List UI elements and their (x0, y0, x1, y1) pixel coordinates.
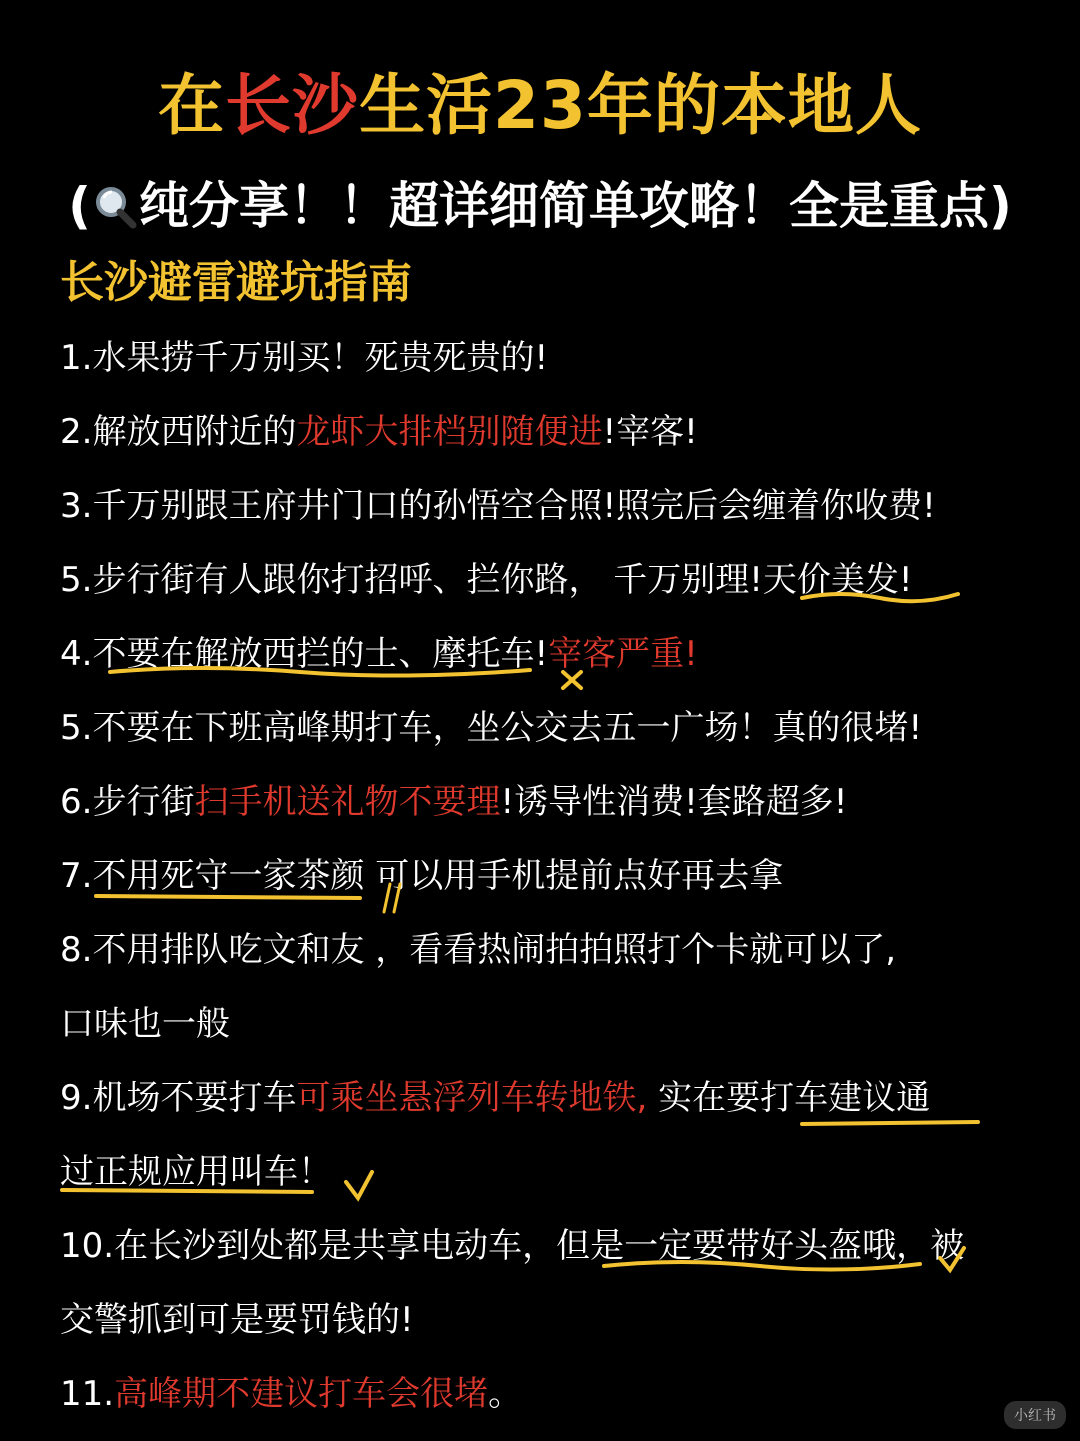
title-part-2: 长沙 (225, 67, 360, 144)
list-item (60, 774, 847, 823)
list-item-text: 交警抓到可是要罚钱的! (60, 1300, 414, 1340)
list-item (60, 1070, 930, 1119)
list-item-text: 6.步行街 (60, 782, 195, 822)
list-item-text: 7.不用死守一家茶颜 可以用手机提前点好再去拿 (60, 856, 784, 896)
list-item (60, 1144, 332, 1193)
list-item (60, 996, 230, 1045)
list-item-highlight: 龙虾大排档别随便进 (296, 412, 603, 452)
underline-mark (802, 1122, 978, 1124)
list-item-text: 4.不要在解放西拦的士、摩托车! (60, 634, 549, 674)
section-heading: 长沙避雷避坑指南 (60, 257, 412, 308)
list-item (60, 1292, 414, 1341)
list-item-text: 1.水果捞千万别买！死贵死贵的! (60, 338, 549, 378)
list-item (60, 848, 783, 897)
subtitle-open-paren: ( (68, 177, 91, 235)
list-item-highlight: 可乘坐悬浮列车转地铁, (296, 1078, 648, 1118)
list-item-text: 10.在长沙到处都是共享电动车，但是一定要带好头盔哦，被 (60, 1226, 965, 1266)
list-item (60, 626, 698, 675)
list-item (60, 330, 548, 379)
list-item (60, 478, 936, 527)
list-item-text: 11. (60, 1374, 115, 1414)
list-item (60, 700, 922, 749)
subtitle (0, 166, 1080, 238)
watermark-badge: 小红书 (1004, 1401, 1066, 1429)
list-item (60, 552, 913, 601)
list-item-text: 5.不要在下班高峰期打车，坐公交去五一广场！真的很堵! (60, 708, 923, 748)
list-item-text: !诱导性消费!套路超多! (500, 782, 848, 822)
magnifier-icon (91, 183, 137, 229)
list-item (60, 922, 896, 971)
title-part-3: 生活23年的本地人 (359, 67, 922, 144)
list-item-text: 9.机场不要打车 (60, 1078, 297, 1118)
list-item (60, 1218, 964, 1267)
list-item-text: 。 (488, 1374, 523, 1414)
list-item (60, 1366, 522, 1415)
page-title (0, 52, 1080, 147)
list-item-text: 实在要打车建议通 (647, 1078, 931, 1118)
list-item-text: 5.步行街有人跟你打招呼、拦你路， 千万别理!天价美发! (60, 560, 913, 600)
list-item-text: 8.不用排队吃文和友 ，看看热闹拍拍照打个卡就可以了, (60, 930, 897, 970)
title-part-1: 在 (158, 67, 226, 144)
list-item-highlight: 扫手机送礼物不要理 (194, 782, 501, 822)
list-item-highlight: 宰客严重! (548, 634, 698, 674)
subtitle-text: 纯分享！！超详细简单攻略！全是重点) (139, 177, 1012, 235)
list-item-text: 2.解放西附近的 (60, 412, 297, 452)
list-item-highlight: 高峰期不建议打车会很堵 (114, 1374, 489, 1414)
check-mark (346, 1172, 372, 1198)
list-item-text: !宰客! (602, 412, 698, 452)
list-item-text: 口味也一般 (60, 1004, 230, 1044)
list-item (60, 404, 698, 453)
list-item-text: 3.千万别跟王府井门口的孙悟空合照!照完后会缠着你收费! (60, 486, 936, 526)
list-item-text: 过正规应用叫车！ (60, 1152, 332, 1192)
